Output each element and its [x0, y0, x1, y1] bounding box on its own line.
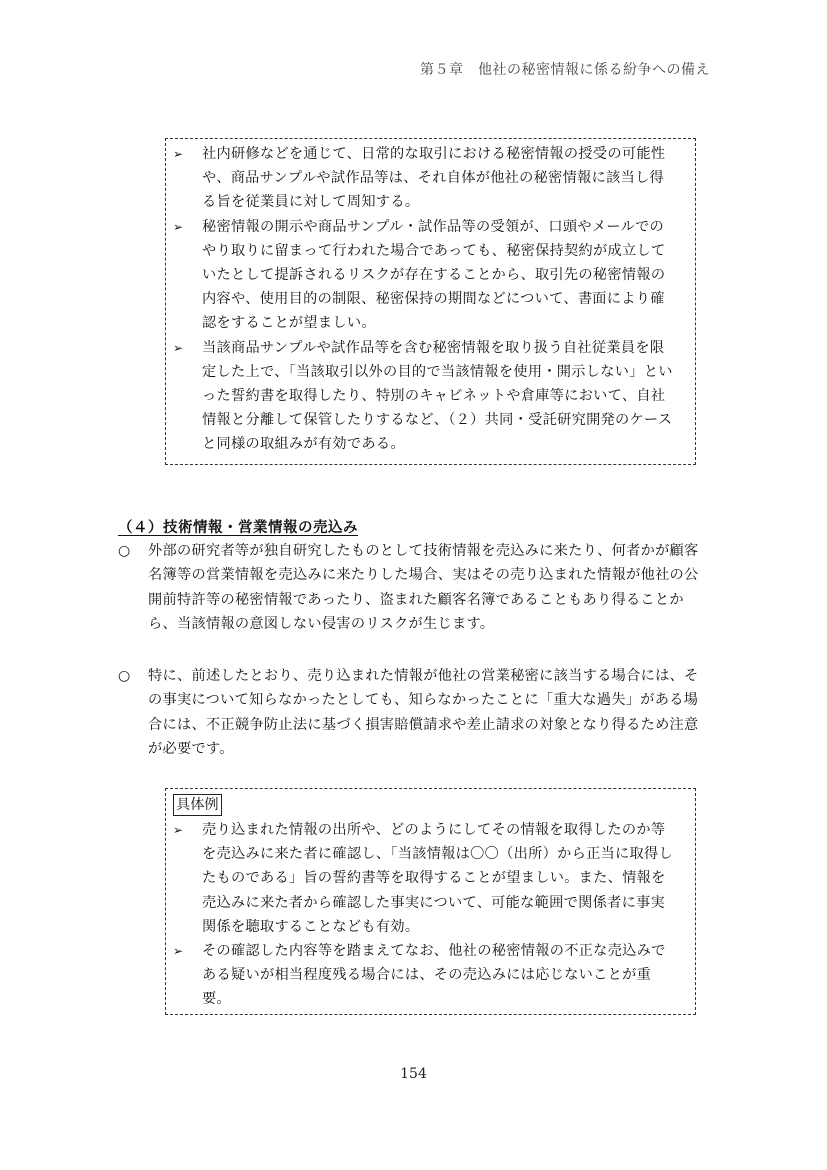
circle-bullet-icon: ○ — [118, 543, 131, 559]
arrow-bullet-icon: ➢ — [173, 219, 184, 234]
list-item-text: 社内研修などを通じて、日常的な取引における秘密情報の授受の可能性や、商品サンプルや試作品等は、それ自体が他社の秘密情報に該当し得る旨を従業員に対して周知する。 — [202, 146, 666, 211]
arrow-bullet-icon: ➢ — [173, 823, 184, 837]
list-item-text: 売り込まれた情報の出所や、どのようにしてその情報を取得したのか等を売込みに来た者に確認し、「当該情報は〇〇（出所）から正当に取得したものである」旨の誓約書等を取得することが望ましい。また、情報を売込みに来た者から確認した事実について、可能な範囲で関係者に事実関係を聴取することなども有効。 — [202, 822, 673, 935]
arrow-bullet-icon: ➢ — [173, 944, 184, 959]
page-number: 154 — [400, 1066, 427, 1082]
list-item-text: その確認した内容等を踏まえてなお、他社の秘密情報の不正な売込みである疑いが相当程度残る場合には、その売込みには応じないことが重要。 — [202, 943, 666, 1008]
arrow-bullet-icon: ➢ — [173, 147, 184, 161]
example-box — [165, 788, 696, 1015]
measures-box — [165, 138, 696, 465]
circle-bullet-icon: ○ — [118, 668, 131, 684]
paragraph-text: 特に、前述したとおり、売り込まれた情報が他社の営業秘密に該当する場合には、その事実について知らなかったとしても、知らなかったことに「重大な過失」がある場合には、不正競争防止法に基づく損害賠償請求や差止請求の対象となり得るため注意が必要です。 — [148, 668, 699, 757]
list-item — [166, 939, 695, 1012]
paragraph — [118, 664, 708, 761]
arrow-bullet-icon: ➢ — [173, 340, 184, 355]
paragraph — [118, 539, 708, 636]
paragraph-text: 外部の研究者等が独自研究したものとして技術情報を売込みに来たり、何者かが顧客名簿等の営業情報を売込みに来たりした場合、実はその売り込まれた情報が他社の公開前特許等の秘密情報であったり、盗まれた顧客名簿であることもあり得ることから、当該情報の意図しない侵害のリスクが生じます。 — [148, 543, 699, 632]
list-item-text: 秘密情報の開示や商品サンプル・試作品等の受領が、口頭やメールでのやり取りに留まって行われた場合であっても、秘密保持契約が成立していたとして提訴されるリスクが存在することから、取引先の秘密情報の内容や、使用目的の制限、秘密保持の期間などについて、書面により確認をすることが望ましい。 — [202, 218, 666, 332]
example-label: 具体例 — [173, 794, 222, 816]
chapter-header: 第５章 他社の秘密情報に係る紛争への備え — [420, 62, 710, 78]
section-heading: （４）技術情報・営業情報の売込み — [118, 520, 358, 536]
list-item-text: 当該商品サンプルや試作品等を含む秘密情報を取り扱う自社従業員を限定した上で、「当該取引以外の目的で当該情報を使用・開示しない」といった誓約書を取得したり、特別のキャビネットや倉庫等において、自社情報と分離して保管したりするなど、（２）共同・受託研究開発のケースと同様の取組みが有効である。 — [202, 339, 673, 453]
list-item — [166, 142, 695, 215]
list-item — [166, 215, 695, 336]
list-item — [166, 336, 695, 457]
list-item — [166, 818, 695, 939]
